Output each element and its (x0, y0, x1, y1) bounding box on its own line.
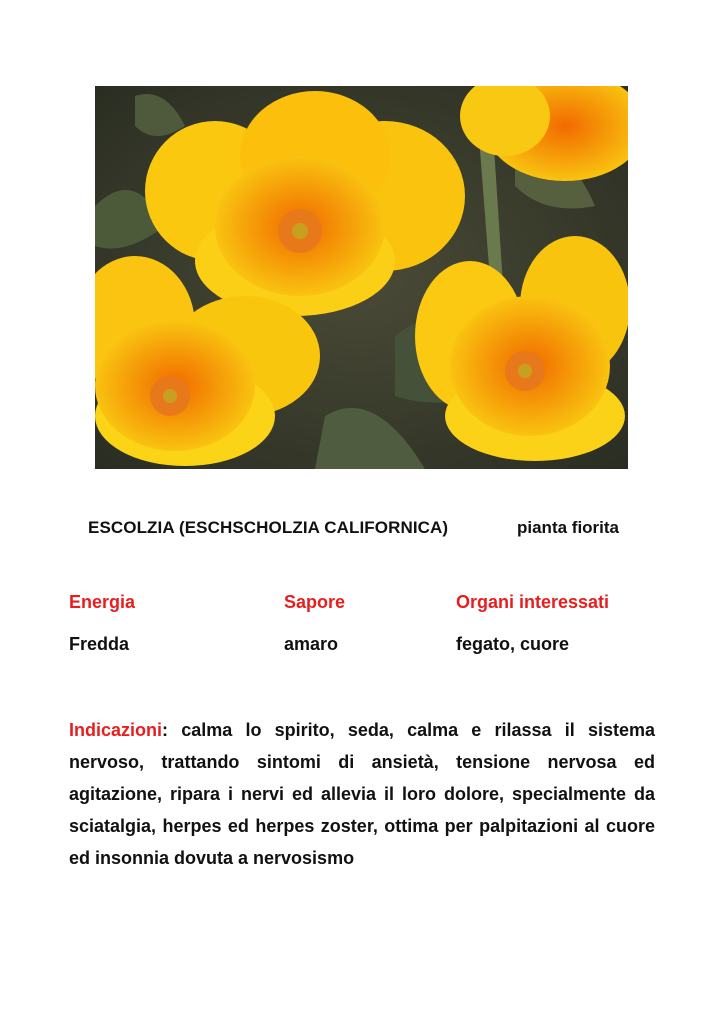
plant-name: ESCOLZIA (ESCHSCHOLZIA CALIFORNICA) (88, 518, 449, 537)
plant-part: pianta fiorita (517, 518, 620, 537)
header-energia: Energia (69, 592, 136, 612)
value-sapore: amaro (284, 634, 339, 654)
indications-colon: : (162, 720, 169, 740)
header-sapore: Sapore (284, 592, 346, 612)
value-organi: fegato, cuore (456, 634, 570, 654)
value-energia: Fredda (69, 634, 130, 654)
indications-text: calma lo spirito, seda, calma e rilassa il sistema nervoso, trattando sintomi di ansietà, tensione nervosa ed agitazione, ripara i nervi ed allevia il loro dolore, specialmente da sciatalgia, herpes ed herpes zoster, ottima per palpitazioni al cuore ed insonnia dovuta a nervosismo (69, 720, 655, 868)
title-line (0, 518, 725, 542)
flower-photo (95, 86, 628, 469)
indications-paragraph (69, 714, 655, 874)
header-organi: Organi interessati (456, 592, 610, 612)
properties-header (0, 592, 725, 616)
poppy-illustration (95, 86, 628, 469)
indications-label: Indicazioni (69, 720, 163, 740)
properties-values (0, 634, 725, 658)
